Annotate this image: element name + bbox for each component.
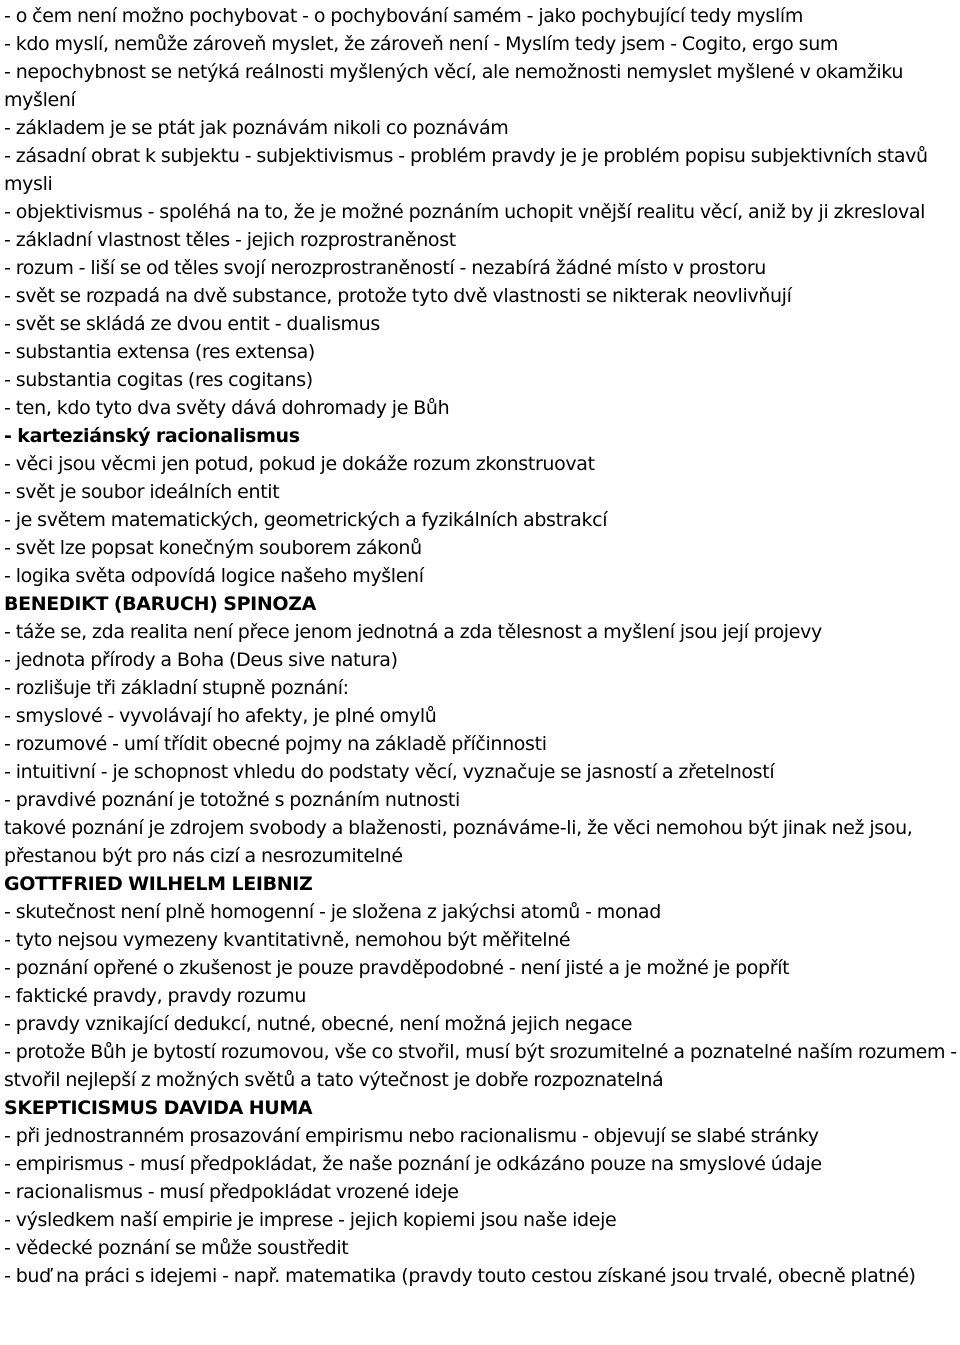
- text-line: - vědecké poznání se může soustředit: [4, 1237, 349, 1259]
- text-line: - svět se rozpadá na dvě substance, protože tyto dvě vlastnosti se nikterak neovlivňují: [4, 285, 792, 307]
- text-line: - svět se skládá ze dvou entit - dualismus: [4, 313, 380, 335]
- text-line: - pravdy vznikající dedukcí, nutné, obecné, není možná jejich negace: [4, 1013, 633, 1035]
- text-line: - o čem není možno pochybovat - o pochybování samém - jako pochybující tedy myslím: [4, 5, 803, 27]
- text-line: - věci jsou věcmi jen potud, pokud je dokáže rozum zkonstruovat: [4, 453, 595, 475]
- text-line: - svět je soubor ideálních entit: [4, 481, 280, 503]
- section-heading-hume: SKEPTICISMUS DAVIDA HUMA: [4, 1097, 313, 1119]
- text-line: - základní vlastnost těles - jejich rozprostraněnost: [4, 229, 456, 251]
- text-line: - pravdivé poznání je totožné s poznáním nutnosti: [4, 789, 460, 811]
- text-line: - ten, kdo tyto dva světy dává dohromady je Bůh: [4, 397, 450, 419]
- text-line: - nepochybnost se netýká reálnosti myšlených věcí, ale nemožnosti nemyslet myšlené v okamžiku myšlení: [4, 61, 904, 111]
- text-line: - táže se, zda realita není přece jenom jednotná a zda tělesnost a myšlení jsou její projevy: [4, 621, 822, 643]
- document-body: [4, 2, 959, 1290]
- text-line: - substantia cogitas (res cogitans): [4, 369, 313, 391]
- text-line: - rozum - liší se od těles svojí nerozprostraněností - nezabírá žádné místo v prostoru: [4, 257, 766, 279]
- text-line: - svět lze popsat konečným souborem zákonů: [4, 537, 422, 559]
- text-line: - je světem matematických, geometrických a fyzikálních abstrakcí: [4, 509, 608, 531]
- bold-subheading: - karteziánský racionalismus: [4, 425, 300, 447]
- text-line: - objektivismus - spoléhá na to, že je možné poznáním uchopit vnější realitu věcí, aniž by ji zkresloval: [4, 201, 926, 223]
- text-line: - skutečnost není plně homogenní - je složena z jakýchsi atomů - monad: [4, 901, 661, 923]
- text-line: - rozlišuje tři základní stupně poznání:: [4, 677, 349, 699]
- text-line: takové poznání je zdrojem svobody a blaženosti, poznáváme-li, že věci nemohou být jinak než jsou, přestanou být pro nás cizí a nesrozumitelné: [4, 817, 913, 867]
- text-line: - výsledkem naší empirie je imprese - jejich kopiemi jsou naše ideje: [4, 1209, 617, 1231]
- text-line: - logika světa odpovídá logice našeho myšlení: [4, 565, 424, 587]
- text-line: - empirismus - musí předpokládat, že naše poznání je odkázáno pouze na smyslové údaje: [4, 1153, 822, 1175]
- text-line: - intuitivní - je schopnost vhledu do podstaty věcí, vyznačuje se jasností a zřetelností: [4, 761, 775, 783]
- text-line: - smyslové - vyvolávají ho afekty, je plné omylů: [4, 705, 437, 727]
- section-heading-spinoza: BENEDIKT (BARUCH) SPINOZA: [4, 593, 317, 615]
- text-line: - rozumové - umí třídit obecné pojmy na základě příčinnosti: [4, 733, 547, 755]
- text-line: - protože Bůh je bytostí rozumovou, vše co stvořil, musí být srozumitelné a poznatelné naším rozumem - stvořil nejlepší z možných světů a tato výtečnost je dobře rozpoznatelná: [4, 1041, 957, 1091]
- text-line: - zásadní obrat k subjektu - subjektivismus - problém pravdy je je problém popisu subjektivních stavů mysli: [4, 145, 928, 195]
- text-line: - substantia extensa (res extensa): [4, 341, 315, 363]
- text-line: - základem je se ptát jak poznávám nikoli co poznávám: [4, 117, 509, 139]
- text-line: - kdo myslí, nemůže zároveň myslet, že zároveň není - Myslím tedy jsem - Cogito, ergo sum: [4, 33, 839, 55]
- text-line: - faktické pravdy, pravdy rozumu: [4, 985, 307, 1007]
- text-line: - buď na práci s idejemi - např. matematika (pravdy touto cestou získané jsou trvalé, obecně platné): [4, 1265, 916, 1287]
- text-line: - tyto nejsou vymezeny kvantitativně, nemohou být měřitelné: [4, 929, 571, 951]
- text-line: - poznání opřené o zkušenost je pouze pravděpodobné - není jisté a je možné je popřít: [4, 957, 790, 979]
- text-line: - racionalismus - musí předpokládat vrozené ideje: [4, 1181, 459, 1203]
- section-heading-leibniz: GOTTFRIED WILHELM LEIBNIZ: [4, 873, 313, 895]
- text-line: - při jednostranném prosazování empirismu nebo racionalismu - objevují se slabé stránky: [4, 1125, 819, 1147]
- text-line: - jednota přírody a Boha (Deus sive natura): [4, 649, 398, 671]
